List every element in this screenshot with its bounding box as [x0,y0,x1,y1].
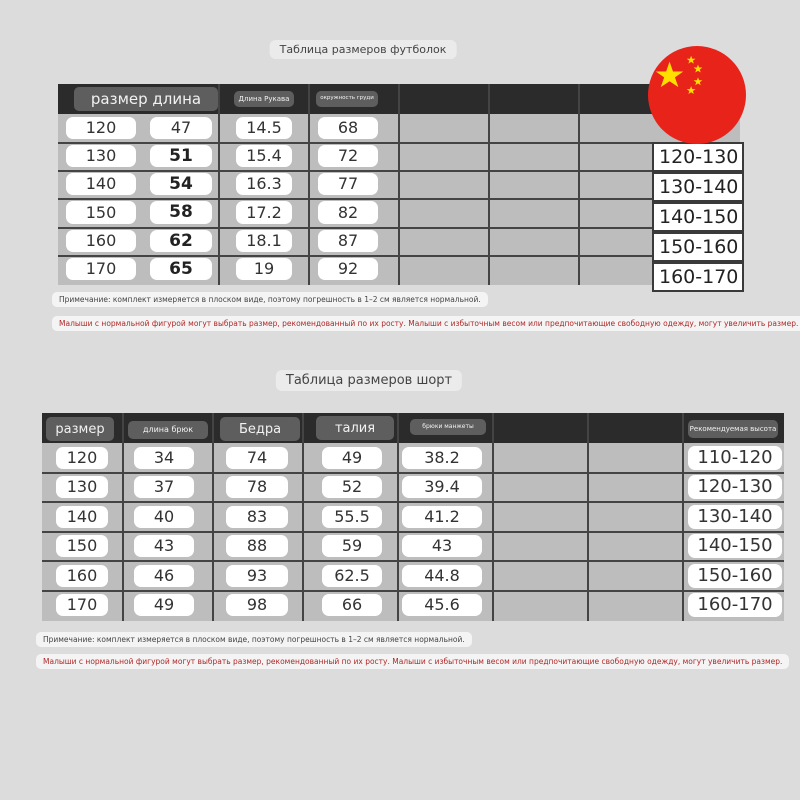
row-divider [58,170,740,172]
hips-cell: 98 [226,594,288,616]
chest-cell: 92 [318,258,378,280]
tshirt-table-title: Таблица размеров футболок [270,40,457,59]
length-cell: 54 [150,173,212,195]
header-sleeve: Длина Рукава [234,91,294,107]
sleeve-cell: 18.1 [236,230,292,252]
size-cell: 170 [56,594,108,616]
tshirt-size-table [58,84,740,285]
hips-cell: 88 [226,535,288,557]
cuff-cell: 39.4 [402,476,482,498]
header-waist: талия [316,416,394,440]
header-length: длина брюк [128,421,208,439]
row-divider [58,227,740,229]
chest-cell: 68 [318,117,378,139]
length-cell: 46 [134,565,194,587]
cuff-cell: 38.2 [402,447,482,469]
length-cell: 51 [150,145,212,167]
length-cell: 37 [134,476,194,498]
row-divider [58,255,740,257]
measurement-note: Примечание: комплект измеряется в плоском виде, поэтому погрешность в 1–2 см является нормальной. [52,292,488,307]
header-size: размер [46,417,114,441]
height-range-cell: 130-140 [652,172,744,202]
size-cell: 150 [56,535,108,557]
waist-cell: 62.5 [322,565,382,587]
length-cell: 65 [150,258,212,280]
length-cell: 49 [134,594,194,616]
row-divider [42,472,784,474]
size-cell: 160 [56,565,108,587]
waist-cell: 55.5 [322,506,382,528]
sleeve-cell: 14.5 [236,117,292,139]
length-cell: 62 [150,230,212,252]
size-cell: 160 [66,230,136,252]
header-recommended-height: Рекомендуемая высота [688,420,778,438]
length-cell: 34 [134,447,194,469]
hips-cell: 83 [226,506,288,528]
height-range-cell: 150-160 [688,564,782,588]
header-hips: Бедра [220,417,300,441]
waist-cell: 59 [322,535,382,557]
size-cell: 140 [56,506,108,528]
height-range-cell: 160-170 [688,593,782,617]
size-cell: 130 [56,476,108,498]
height-range-cell: 120-130 [652,142,744,172]
chest-cell: 87 [318,230,378,252]
hips-cell: 74 [226,447,288,469]
size-cell: 170 [66,258,136,280]
shorts-table-title: Таблица размеров шорт [276,370,462,391]
waist-cell: 52 [322,476,382,498]
height-range-cell: 110-120 [688,446,782,470]
chest-cell: 82 [318,201,378,224]
height-range-cell: 150-160 [652,232,744,262]
row-divider [42,501,784,503]
length-cell: 40 [134,506,194,528]
china-flag-icon [648,46,746,144]
cuff-cell: 45.6 [402,594,482,616]
height-range-cell: 140-150 [652,202,744,232]
header-cuff: брюки манжеты [410,419,486,435]
size-cell: 120 [66,117,136,139]
waist-cell: 66 [322,594,382,616]
length-cell: 43 [134,535,194,557]
row-divider [42,590,784,592]
length-cell: 58 [150,201,212,224]
cuff-cell: 44.8 [402,565,482,587]
sleeve-cell: 16.3 [236,173,292,195]
sleeve-cell: 15.4 [236,145,292,167]
size-cell: 120 [56,447,108,469]
size-cell: 150 [66,201,136,224]
height-range-cell: 130-140 [688,505,782,529]
waist-cell: 49 [322,447,382,469]
height-range-cell: 120-130 [688,475,782,499]
hips-cell: 93 [226,565,288,587]
row-divider [58,142,740,144]
sleeve-cell: 19 [236,258,292,280]
header-chest: окружность груди [316,91,378,107]
length-cell: 47 [150,117,212,139]
measurement-note: Примечание: комплект измеряется в плоском виде, поэтому погрешность в 1–2 см является нормальной. [36,632,472,647]
header-size-length: размер длина [74,87,218,111]
size-cell: 130 [66,145,136,167]
hips-cell: 78 [226,476,288,498]
size-advice-note: Малыши с нормальной фигурой могут выбрать размер, рекомендованный по их росту. Малыши с избыточным весом или предпочитающие свободную одежду, могут увеличить размер. [52,316,800,331]
chest-cell: 72 [318,145,378,167]
height-range-cell: 140-150 [688,534,782,558]
size-advice-note: Малыши с нормальной фигурой могут выбрать размер, рекомендованный по их росту. Малыши с избыточным весом или предпочитающие свободную одежду, могут увеличить размер. [36,654,789,669]
height-range-cell: 160-170 [652,262,744,292]
row-divider [42,560,784,562]
size-cell: 140 [66,173,136,195]
cuff-cell: 41.2 [402,506,482,528]
row-divider [42,531,784,533]
sleeve-cell: 17.2 [236,201,292,224]
cuff-cell: 43 [402,535,482,557]
row-divider [58,198,740,200]
chest-cell: 77 [318,173,378,195]
shorts-size-table [42,413,784,621]
